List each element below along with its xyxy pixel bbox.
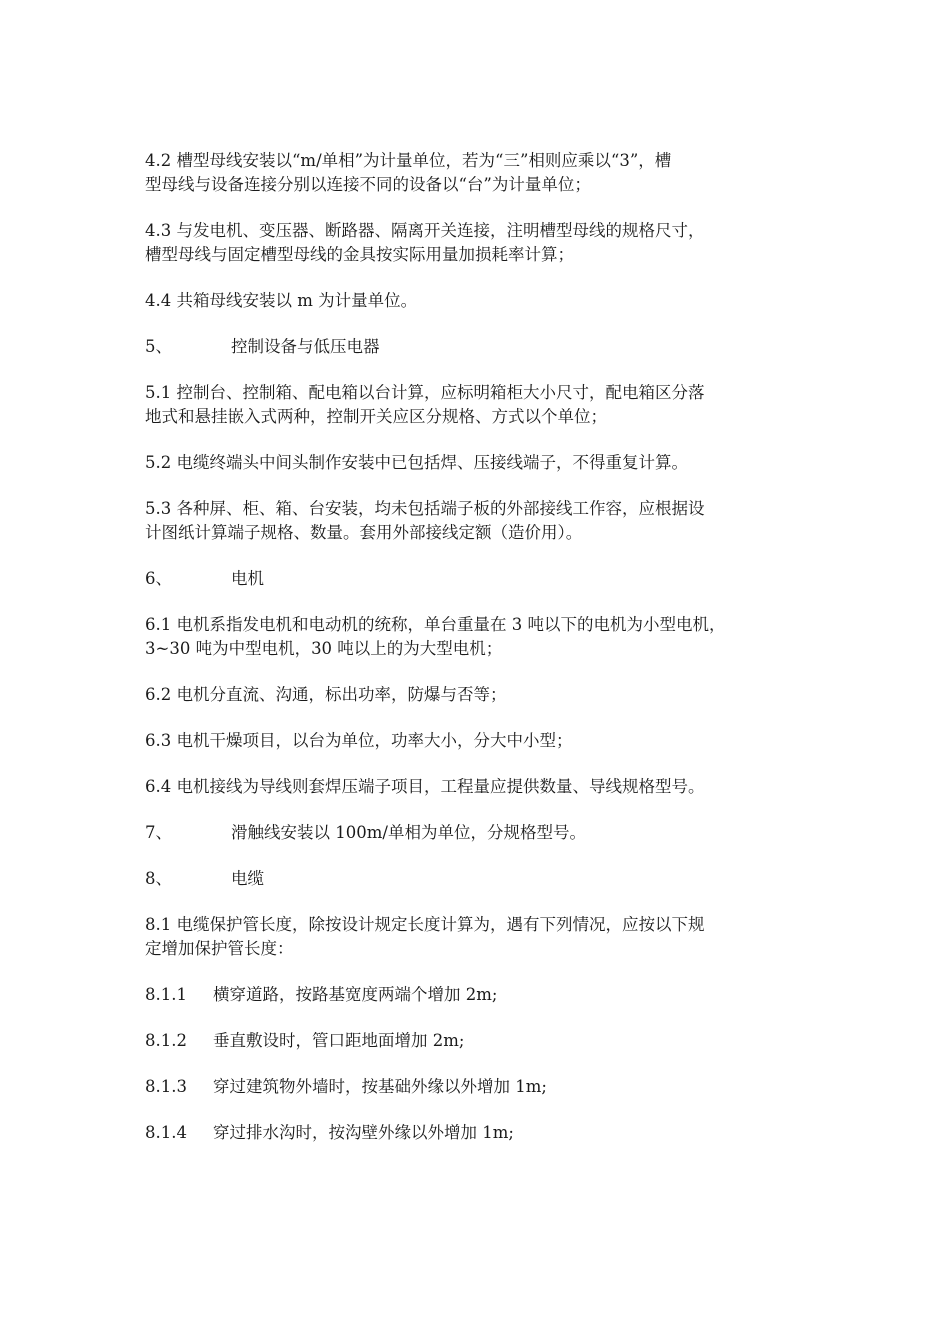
paragraph-6-4 [145, 775, 815, 799]
paragraph-line: 计图纸计算端子规格、数量。套用外部接线定额（造价用）。 [145, 523, 583, 542]
paragraph-line: 6.2 电机分直流、沟通，标出功率，防爆与否等； [145, 685, 507, 704]
paragraph-4-4 [145, 289, 815, 313]
section-number: 5、 [145, 337, 172, 356]
paragraph-line: 6.3 电机干燥项目，以台为单位，功率大小，分大中小型； [145, 731, 573, 750]
section-heading-6 [145, 567, 815, 591]
subsection-number: 8.1.4 [145, 1123, 187, 1142]
subsection-8-1-3 [145, 1075, 815, 1099]
section-title: 滑触线安装以 100m/单相为单位，分规格型号。 [231, 823, 586, 842]
paragraph-line: 4.3 与发电机、变压器、断路器、隔离开关连接，注明槽型母线的规格尺寸， [145, 221, 705, 240]
paragraph-line: 定增加保护管长度： [145, 939, 294, 958]
subsection-text: 垂直敷设时，管口距地面增加 2m; [213, 1031, 465, 1050]
section-number: 7、 [145, 823, 172, 842]
subsection-8-1-4 [145, 1121, 815, 1145]
section-title: 控制设备与低压电器 [231, 337, 380, 356]
paragraph-line: 4.4 共箱母线安装以 m 为计量单位。 [145, 291, 418, 310]
subsection-number: 8.1.1 [145, 985, 187, 1004]
paragraph-4-3 [145, 219, 815, 267]
section-title: 电机 [231, 569, 264, 588]
paragraph-6-3 [145, 729, 815, 753]
paragraph-4-2 [145, 149, 815, 197]
subsection-text: 穿过建筑物外墙时，按基础外缘以外增加 1m; [213, 1077, 547, 1096]
document-body [145, 149, 815, 1167]
subsection-number: 8.1.2 [145, 1031, 187, 1050]
section-number: 8、 [145, 869, 172, 888]
paragraph-6-1 [145, 613, 815, 661]
section-heading-5 [145, 335, 815, 359]
paragraph-8-1 [145, 913, 815, 961]
paragraph-line: 5.1 控制台、控制箱、配电箱以台计算，应标明箱柜大小尺寸，配电箱区分落 [145, 383, 705, 402]
section-number: 6、 [145, 569, 172, 588]
paragraph-line: 地式和悬挂嵌入式两种，控制开关应区分规格、方式以个单位； [145, 407, 607, 426]
paragraph-line: 3~30 吨为中型电机，30 吨以上的为大型电机； [145, 639, 503, 658]
paragraph-5-3 [145, 497, 815, 545]
paragraph-line: 6.1 电机系指发电机和电动机的统称，单台重量在 3 吨以下的电机为小型电机， [145, 615, 726, 634]
section-title: 电缆 [231, 869, 264, 888]
paragraph-line: 槽型母线与固定槽型母线的金具按实际用量加损耗率计算； [145, 245, 574, 264]
section-heading-7 [145, 821, 815, 845]
subsection-number: 8.1.3 [145, 1077, 187, 1096]
paragraph-5-2 [145, 451, 815, 475]
paragraph-line: 型母线与设备连接分别以连接不同的设备以“台”为计量单位； [145, 175, 591, 194]
subsection-8-1-2 [145, 1029, 815, 1053]
paragraph-line: 6.4 电机接线为导线则套焊压端子项目，工程量应提供数量、导线规格型号。 [145, 777, 705, 796]
subsection-8-1-1 [145, 983, 815, 1007]
section-heading-8 [145, 867, 815, 891]
subsection-text: 穿过排水沟时，按沟壁外缘以外增加 1m; [213, 1123, 514, 1142]
paragraph-line: 8.1 电缆保护管长度，除按设计规定长度计算为，遇有下列情况，应按以下规 [145, 915, 705, 934]
subsection-text: 横穿道路，按路基宽度两端个增加 2m; [213, 985, 498, 1004]
paragraph-line: 5.2 电缆终端头中间头制作安装中已包括焊、压接线端子，不得重复计算。 [145, 453, 688, 472]
paragraph-line: 5.3 各种屏、柜、箱、台安装，均未包括端子板的外部接线工作容，应根据设 [145, 499, 705, 518]
paragraph-6-2 [145, 683, 815, 707]
paragraph-line: 4.2 槽型母线安装以“m/单相”为计量单位，若为“三”相则应乘以“3”，槽 [145, 151, 672, 170]
paragraph-5-1 [145, 381, 815, 429]
